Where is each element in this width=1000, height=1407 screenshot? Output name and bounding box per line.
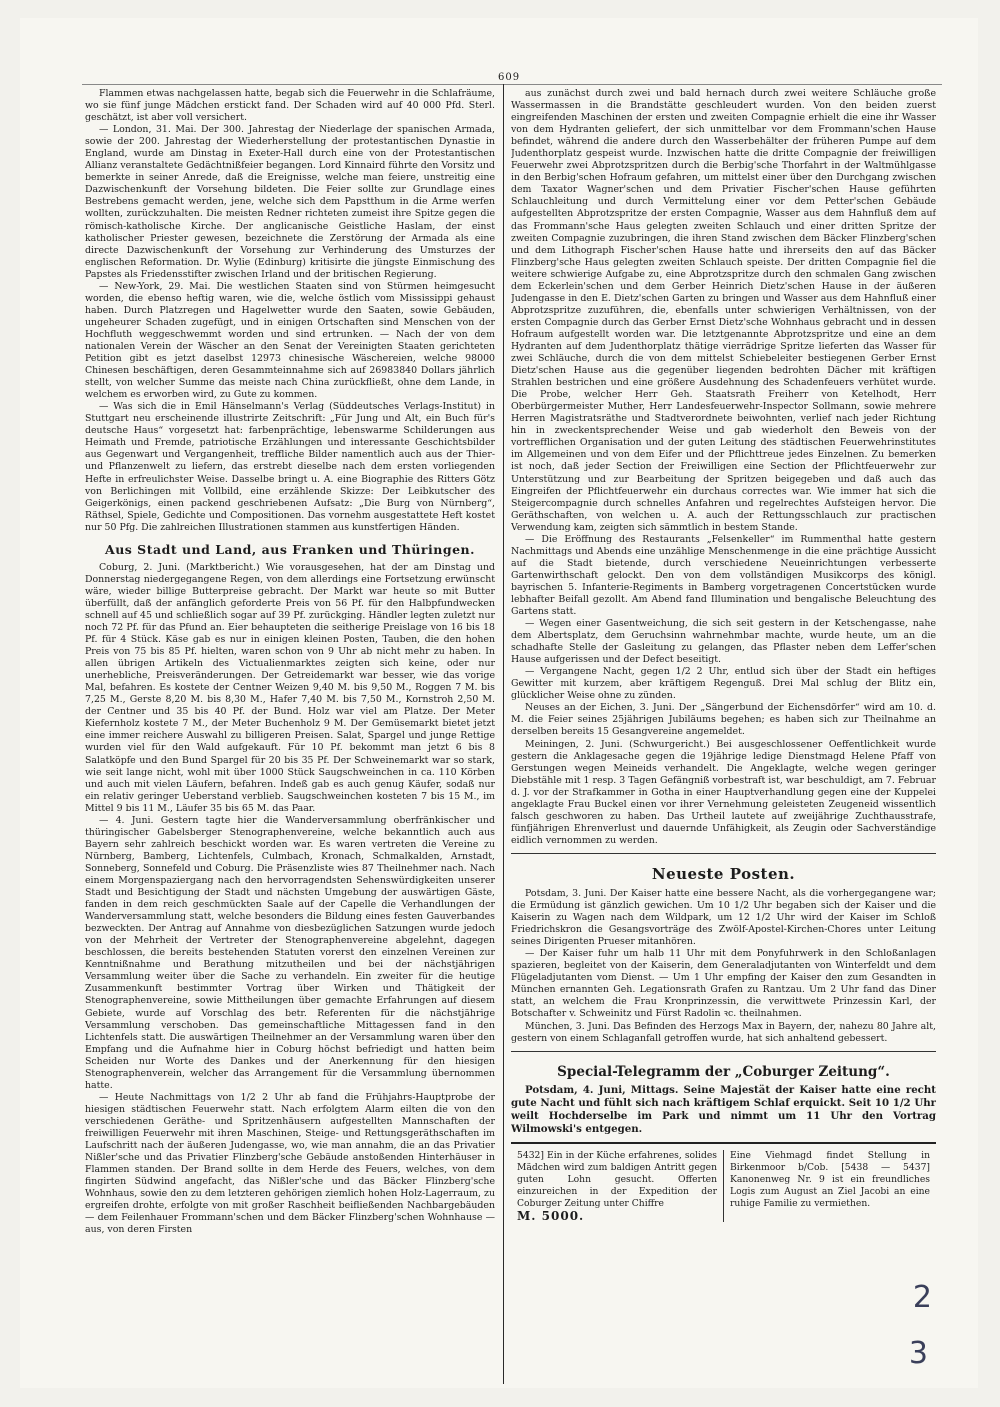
page-number: 609 <box>498 72 521 83</box>
article-paragraph: — Vergangene Nacht, gegen 1/2 2 Uhr, entlud sich über der Stadt ein heftiges Gewitter mit kurzem, aber kräftigem Regenguß. Drei Mal schlug der Blitz ein, glücklicher Weise ohne zu zünden. <box>511 666 936 702</box>
divider <box>511 853 936 854</box>
advertisement <box>511 1150 723 1222</box>
news-heading: Neueste Posten. <box>651 864 796 883</box>
column-divider <box>503 84 504 1384</box>
article-paragraph: Flammen etwas nachgelassen hatte, begab sich die Feuerwehr in die Schlafräume, wo sie fünf junge Mädchen erstickt fand. Der Schaden wird auf 40 000 Pfd. Sterl. geschätzt, ist aber voll versichert. <box>85 88 495 124</box>
top-rule <box>82 84 942 85</box>
article-paragraph: — Wegen einer Gasentweichung, die sich seit gestern in der Ketschengasse, nahe dem Albertsplatz, dem Geruchsinn wahrnehmbar machte, wurde heute, um an die schadhafte Stelle der Gasleitung zu gelangen, das Pflaster neben dem Leffer'schen Hause aufgerissen und der Defect beseitigt. <box>511 618 936 666</box>
advertisement-block <box>511 1142 936 1222</box>
article-paragraph: — Was sich die in Emil Hänselmann's Verlag (Süddeutsches Verlags-Institut) in Stuttgart neu erscheinende illustrirte Zeitschrift: „Für Jung und Alt, ein Buch für's deutsche Haus“ vorgesetzt hat: farbenprächtige, lebenswarme Schilderungen aus Heimath und Fremde, patriotische Erzählungen und interessante Geschichtsbilder aus Gegenwart und Vergangenheit, treffliche Bilder namentlich auch aus der Thier- und Pflanzenwelt zu liefern, das erstrebt dieselbe nach dem ersten vorliegenden Hefte in erfreulichster Weise. Dasselbe bringt u. A. eine Biographie des Ritters Götz von Berlichingen mit Vollbild, eine erzählende Skizze: Der Leibkutscher des Geigerkönigs, einen packend geschriebenen Aufsatz: „Die Burg von Nürnberg“, Räthsel, Spiele, Gedichte und Compositionen. Das vornehm ausgestattete Heft kostet nur 50 Pfg. Die zahlreichen Illustrationen stammen aus kunstfertigen Händen. <box>85 401 495 533</box>
handwritten-mark: 2 <box>912 1280 932 1315</box>
news-paragraph: — Der Kaiser fuhr um halb 11 Uhr mit dem Ponyfuhrwerk in den Schloßanlagen spazieren, begleitet von der Kaiserin, dem Generaladjutanten von Winterfeldt und dem Flügeladjutanten vom Dienst. — Um 1 Uhr empfing der Kaiser den zum Gesandten in München ernannten Geh. Legationsrath Grafen zu Rantzau. Um 2 Uhr fand das Diner statt, an welchem die Frau Kronprinzessin, die verwittwete Prinzessin Karl, der Botschafter v. Schweinitz und Fürst Radolin ꝛc. theilnahmen. <box>511 948 936 1020</box>
article-paragraph: — New-York, 29. Mai. Die westlichen Staaten sind von Stürmen heimgesucht worden, die ebenso heftig waren, wie die, welche östlich vom Mississippi gehaust haben. Durch Platzregen und Hagelwetter wurde den Saaten, sowie Gebäuden, ungeheurer Schaden zugefügt, und in einigen Ortschaften sind Menschen von der Hochfluth weggeschwemmt worden und sind ertrunken. — Nach der von dem nationalen Verein der Wäscher an den Senat der Vereinigten Staaten gerichteten Petition gibt es jetzt daselbst 12973 chinesische Wäschereien, welche 98000 Chinesen beschäftigen, deren Gesammteinnahme sich auf 26983840 Dollars jährlich stellt, von welcher Summe das meiste nach China zurückfließt, ohne dem Lande, in welchem es erworben wird, zu Gute zu kommen. <box>85 280 495 401</box>
article-paragraph: — Die Eröffnung des Restaurants „Felsenkeller“ im Rummenthal hatte gestern Nachmittags und Abends eine unzählige Menschenmenge in die eine prächtige Aussicht auf die Stadt bietende, durch verschiedene Neueinrichtungen verbesserte Gartenwirthschaft gelockt. Den von dem vollständigen Musikcorps des königl. bayrischen 5. Infanterie-Regiments in Bamberg vorgetragenen Concertstücken wurde lebhafter Beifall gezollt. Am Abend fand Illumination und bengalische Beleuchtung des Gartens statt. <box>511 533 936 618</box>
article-paragraph: — Heute Nachmittags von 1/2 2 Uhr ab fand die Frühjahrs-Hauptprobe der hiesigen städtischen Feuerwehr statt. Nach erfolgtem Alarm eilten die von den verschiedenen Geräthe- und Spritzenhäusern aufgestellten Mannschaften der freiwilligen Feuerwehr mit ihren Maschinen, Steige- und Rettungsgeräthschaften im Laufschritt nach der äußeren Judengasse, wo, wie man annahm, die an das Privatier Nißler'sche und das Privatier Flinzberg'sche Gebäude anstoßenden Hinterhäuser in Flammen standen. Der Brand sollte in dem Herde des Feuers, welches, von dem fingirten Südwind angefacht, das Nißler'sche und das Bäcker Flinzberg'sche Wohnhaus, sowie den zu dem letzteren gehörigen ziemlich hohen Holz-Lagerraum, zu ergreifen drohte, erfolgte von mit großer Raschheit beifließenden Nachbargebäuden — dem Feilenhauer Frommann'schen und dem Bäcker Flinzberg'schen Wohnhause — aus, von deren Firsten <box>85 1091 495 1236</box>
advertisement <box>723 1150 936 1222</box>
news-paragraph: München, 3. Juni. Das Befinden des Herzogs Max in Bayern, der, nahezu 80 Jahre alt, gestern von einem Schlaganfall getroffen wurde, hat sich anhaltend gebessert. <box>511 1020 936 1044</box>
handwritten-mark: 3 <box>908 1336 928 1371</box>
article-paragraph: Meiningen, 2. Juni. (Schwurgericht.) Bei ausgeschlossener Oeffentlichkeit wurde gestern die Anklagesache gegen die 19jährige ledige Dienstmagd Helene Pfaff von Gerstungen wegen Meineids verhandelt. Die Angeklagte, welche wegen geringer Diebstähle mit 1 resp. 3 Tagen Gefängniß vorbestraft ist, war beschuldigt, am 7. Februar d. J. vor der Strafkammer in Gotha in einer Hauptverhandlung gegen eine der Kuppelei angeklagte Frau Buckel einen vor ihrer Vernehmung geleisteten Zeugeneid wissentlich falsch geschworen zu haben. Das Urtheil lautete auf zweijährige Zuchthausstrafe, fünfjährigen Ehrenverlust und dauernde Unfähigkeit, als Zeugin oder Sachverständige eidlich vernommen zu werden. <box>511 738 936 846</box>
telegram-heading: Special-Telegramm der „Coburger Zeitung“. <box>557 1063 890 1080</box>
left-column <box>85 88 495 1348</box>
divider <box>511 1051 936 1052</box>
ad-text: Eine Viehmagd findet Stellung in Birkenmoor b/Cob. [5438 — 5437] Kanonenweg Nr. 9 ist ein freundliches Logis zum August an Ziel Jacobi an eine ruhige Familie zu vermiethen. <box>730 1149 930 1209</box>
telegram-text: Potsdam, 4. Juni, Mittags. Seine Majestät der Kaiser hatte eine recht gute Nacht und fühlt sich nach kräftigem Schlaf erquickt. Seit 10 1/2 Uhr weilt Hochderselbe im Park und nimmt um 11 Uhr den Vortrag Wilmowski's entgegen. <box>511 1083 936 1135</box>
article-paragraph: aus zunächst durch zwei und bald hernach durch zwei weitere Schläuche große Wassermassen in die Brandstätte geschleudert wurden. Von den beiden zuerst eingreifenden Maschinen der ersten und zweiten Compagnie erhielt die eine ihr Wasser von dem Hydranten geliefert, der sich unmittelbar vor dem Frommann'schen Hause befindet, während die andere durch den Wasserbehälter der früheren Pumpe auf dem Judenthorplatz gespeist wurde. Inzwischen hatte die dritte Compagnie der freiwilligen Feuerwehr zwei Abprotzspritzen durch die Berbig'sche Thorfahrt in der Waltmühlgasse in den Berbig'schen Hofraum gefahren, um mittelst einer über den Durchgang zwischen dem Taxator Wagner'schen und dem Privatier Fischer'schen Hause geführten Schlauchleitung und durch Vermittelung einer vor dem Petter'schen Gebäude aufgestellten Abprotzspritze der ersten Compagnie, Wasser aus dem Hahnfluß dem auf das Frommann'sche Haus gelegten zweiten Schlauch und einer dritten Spritze der zweiten Compagnie zuzubringen, die ihren Stand zwischen dem Bäcker Flinzberg'schen und dem Lithograph Fischer'schen Hause hatte und ihrerseits den auf das Bäcker Flinzberg'sche Haus gelegten zweiten Schlauch speiste. Der dritten Compagnie fiel die weitere schwierige Aufgabe zu, eine Abprotzspritze durch den schmalen Gang zwischen dem Eckerlein'schen und dem Gerber Heinrich Dietz'schen Hause in der äußeren Judengasse in den E. Dietz'schen Garten zu bringen und Wasser aus dem Hahnfluß einer Abprotzspritze zuzuführen, die, ebenfalls unter schwierigen Verhältnissen, von der ersten Compagnie durch das Gerber Ernst Dietz'sche Wohnhaus gebracht und in dessen Hofraum aufgestellt worden war. Die letztgenannte Abprotzspritze und eine an dem Hydranten auf dem Judenthorplatz thätige vierrädrige Spritze lieferten das Wasser für zwei Schläuche, durch die von dem mittelst Schiebeleiter bestiegenen Gerber Ernst Dietz'schen Hause aus die gegenüber liegenden bedrohten Dächer mit kräftigen Strahlen bestrichen und eine größere Ausdehnung des Schadenfeuers verhütet wurde. Die Probe, welcher Herr Geh. Staatsrath Freiherr von Ketelhodt, Herr Oberbürgermeister Muther, Herr Landesfeuerwehr-Inspector Sollmann, sowie mehrere Herren Magistratsräthe und Stadtverordnete beiwohnten, verlief nach jeder Richtung hin in zweckentsprechender Weise und gab wiederholt den Beweis von der vortrefflichen Organisation und der guten Leitung des städtischen Feuerwehrinstitutes im Allgemeinen und von dem Eifer und der Pflichttreue jedes Einzelnen. Zu bemerken ist noch, daß jeder Section der Freiwilligen eine Section der Pflichtfeuerwehr zur Unterstützung und zur Bearbeitung der Spritzen beigegeben und daß auch das Eingreifen der Pflichtfeuerwehr ein durchaus correctes war. Wie immer hat sich die Steigercompagnie durch schnelles Anfahren und regelrechtes Aufsteigen hervor. Die Geräthschaften, von welchen u. A. auch der Rettungsschlauch zur practischen Verwendung kam, zeigten sich sämmtlich in bestem Stande. <box>511 88 936 533</box>
newspaper-page <box>20 18 978 1388</box>
right-column <box>511 88 936 1348</box>
ad-chiffre: M. 5000. <box>517 1208 585 1223</box>
article-paragraph: Coburg, 2. Juni. (Marktbericht.) Wie vorausgesehen, hat der am Dinstag und Donnerstag niedergegangene Regen, von dem allerdings eine Fortsetzung erwünscht wäre, wieder billige Butterpreise gebracht. Der Markt war heute so mit Butter überfüllt, daß der anfänglich geforderte Preis von 56 Pf. für den Halbpfundwecken schnell auf 45 und schließlich sogar auf 39 Pf. zurückging. Händler legten zuletzt nur noch 72 Pf. für das Pfund an. Eier behaupteten die seitherige Preislage von 16 bis 18 Pf. für 4 Stück. Käse gab es nur in einigen kleinen Posten, Tauben, die den hohen Preis von 75 bis 85 Pf. hielten, waren schon von 9 Uhr ab nicht mehr zu haben. In allen übrigen Artikeln des Victualienmarktes zeigten sich keine, oder nur unerhebliche, Preisveränderungen. Der Getreidemarkt war besser, wie das vorige Mal, befahren. Es kostete der Centner Weizen 9,40 M. bis 9,50 M., Roggen 7 M. bis 7,25 M., Gerste 8,20 M. bis 8,30 M., Hafer 7,40 M. bis 7,50 M., Kornstroh 2,50 M. der Centner und 35 bis 40 Pf. der Bund. Holz war viel am Platze. Der Meter Kiefernholz kostete 7 M., der Meter Buchenholz 9 M. Der Gemüsemarkt bietet jetzt eine immer reichere Auswahl zu billigeren Preisen. Salat, Spargel und junge Rettige wurden viel für den Wald aufgekauft. Für 10 Pf. bekommt man jetzt 6 bis 8 Salatköpfe und den Bund Spargel für 20 bis 35 Pf. Der Schweinemarkt war so stark, wie seit lange nicht, wohl mit über 1000 Stück Saugschweinchen in ca. 110 Körben und auch mit vielen Läufern, befahren. Indeß gab es auch genug Käufer, sodaß nur ein relativ geringer Ueberstand verblieb. Saugschweinchen kosteten 7 bis 15 M., im Mittel 9 bis 11 M., Läufer 35 bis 65 M. das Paar. <box>85 561 495 814</box>
article-paragraph: — London, 31. Mai. Der 300. Jahrestag der Niederlage der spanischen Armada, sowie der 200. Jahrestag der Wiederherstellung der protestantischen Dynastie in England, wurde am Dinstag in Exeter-Hall durch eine von der Protestantischen Allianz veranstaltete Gedächtnißfeier begangen. Lord Kinnaird führte den Vorsitz und bemerkte in seiner Anrede, daß die Ereignisse, welche man feiere, unstreitig eine Dazwischenkunft der Vorsehung bildeten. Die Feier sollte zur Grundlage eines Bestrebens gemacht werden, jene, welche sich dem Papstthum in die Arme werfen wollten, zurückzuhalten. Die meisten Redner richteten zumeist ihre Spitze gegen die römisch-katholische Kirche. Der anglicanische Geistliche Haslam, der einst katholischer Priester gewesen, bezeichnete die Zerstörung der Armada als eine directe Dazwischenkunft der Vorsehung zur Verhinderung des Umsturzes der englischen Reformation. Dr. Wylie (Edinburg) kritisirte die jüngste Einmischung des Papstes als Friedensstifter zwischen Irland und der britischen Regierung. <box>85 124 495 280</box>
article-paragraph: Neuses an der Eichen, 3. Juni. Der „Sängerbund der Eichensdörfer“ wird am 10. d. M. die Feier seines 25jährigen Jubiläums begehen; es haben sich zur Theilnahme an derselben bereits 15 Gesangvereine angemeldet. <box>511 702 936 738</box>
news-paragraph: Potsdam, 3. Juni. Der Kaiser hatte eine bessere Nacht, als die vorhergegangene war; die Ermüdung ist gänzlich gewichen. Um 10 1/2 Uhr begaben sich der Kaiser und die Kaiserin zu Wagen nach dem Wildpark, um 12 1/2 Uhr wird der Kaiser im Schloß Friedrichskron die Gesangsvorträge des Zwölf-Apostel-Kirchen-Chores unter Leitung seines Dirigenten Prueser mitanhören. <box>511 888 936 948</box>
ad-text: 5432] Ein in der Küche erfahrenes, solides Mädchen wird zum baldigen Antritt gegen guten Lohn gesucht. Offerten einzureichen in der Expedition der Coburger Zeitung unter Chiffre <box>517 1149 717 1209</box>
article-paragraph: — 4. Juni. Gestern tagte hier die Wanderversammlung oberfränkischer und thüringischer Gabelsberger Stenographenvereine, welche bekanntlich auch aus Bayern sehr zahlreich beschickt worden war. Es waren vertreten die Vereine zu Nürnberg, Bamberg, Lichtenfels, Culmbach, Kronach, Schmalkalden, Arnstadt, Sonneberg, Sonnefeld und Coburg. Die Präsenzliste wies 87 Theilnehmer nach. Nach einem Morgenspaziergang nach den hervorragendsten Sehenswürdigkeiten unserer Stadt und Besichtigung der Stadt und nächsten Umgebung der auswärtigen Gäste, fanden in dem reich geschmückten Saale auf der Capelle die Verhandlungen der Wanderversammlung statt, welche besonders die Bildung eines festen Gauverbandes bezweckten. Der Antrag auf Annahme von diesbezüglichen Satzungen wurde jedoch von der Mehrheit der Vertreter der Stenographenvereine abgelehnt, dagegen beschlossen, die bereits bestehenden Statuten vorerst den einzelnen Vereinen zur Kenntnißnahme und Berathung mitzutheilen und bei der nächstjährigen Versammlung weiter über die Sache zu verhandeln. Ein zweiter für die heutige Zusammenkunft bestimmter Vortrag über Wirken und Thätigkeit der Stenographenvereine, sowie Mittheilungen über gemachte Erfahrungen auf diesem Gebiete, wurde auf Vorschlag des betr. Referenten für die nächstjährige Versammlung verschoben. Das gemeinschaftliche Mittagessen fand in den Lichtenfels statt. Die auswärtigen Theilnehmer an der Versammlung waren über den Empfang und die Aufnahme hier in Coburg höchst befriedigt und hatten beim Scheiden nur Worte des Dankes und der Anerkennung für den hiesigen Stenographenverein, welcher das Arrangement für die Versammlung übernommen hatte. <box>85 814 495 1091</box>
section-heading: Aus Stadt und Land, aus Franken und Thüringen. <box>105 541 475 557</box>
